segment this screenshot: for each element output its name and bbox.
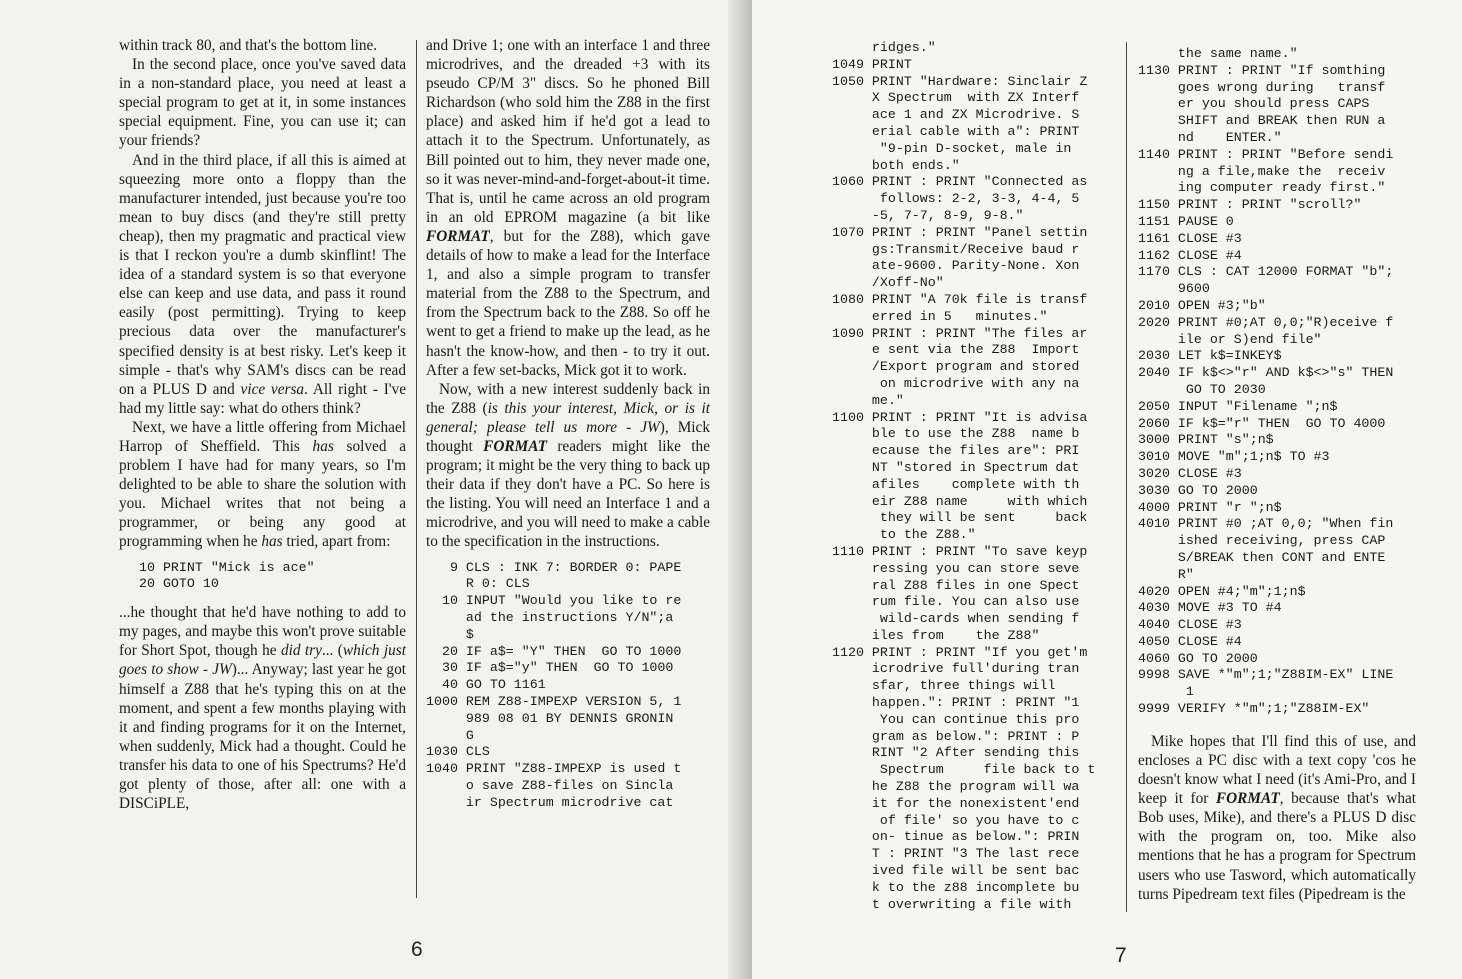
code-line: 10 INPUT "Would you like to re — [426, 593, 682, 609]
code-line: 1080 PRINT "A 70k file is transf — [832, 291, 1088, 307]
code-line: 1150 PRINT : PRINT "scroll?" — [1138, 197, 1362, 213]
code-line: ad the instructions Y/N";a — [426, 609, 674, 625]
paragraph: Mike hopes that I'll find this of use, and encloses a PC disc with a text copy 'cos he doesn't know what I need (it's Ami-Pro, and I keep it for FORMAT, because that's what Bob uses, Mike), and there's a PLUS D disc with the program on, too. Mike also mentions that he has a program for Spectrum users who use Tasword, which automatically turns Pipedream text files (Pipedream is the — [1138, 732, 1417, 903]
code-line: 1100 PRINT : PRINT "It is advisa — [832, 409, 1088, 425]
code-line: erial cable with a": PRINT — [832, 123, 1080, 139]
code-line: 1130 PRINT : PRINT "If somthing — [1138, 62, 1386, 78]
code-line: G — [426, 727, 474, 743]
code-line: NT "stored in Spectrum dat — [832, 459, 1080, 475]
code-line: 9998 SAVE *"m";1;"Z88IM-EX" LINE — [1138, 667, 1394, 683]
code-line: ecause the files are": PRI — [832, 443, 1080, 459]
code-line: 2020 PRINT #0;AT 0,0;"R)eceive f — [1138, 314, 1394, 330]
code-line: 1050 PRINT "Hardware: Sinclair Z — [832, 73, 1088, 89]
code-line: 1110 PRINT : PRINT "To save keyp — [832, 543, 1088, 559]
code-line: ished receiving, press CAP — [1138, 533, 1386, 549]
code-line: it for the nonexistent'end — [832, 795, 1080, 811]
code-line: to the Z88." — [832, 527, 976, 543]
code-line: 2040 IF k$<>"r" AND k$<>"s" THEN — [1138, 365, 1394, 381]
paragraph: within track 80, and that's the bottom line. — [119, 37, 378, 54]
page-number: 6 — [411, 938, 423, 961]
code-line: ace 1 and ZX Microdrive. S — [832, 107, 1080, 123]
code-line: on- tinue as below.": PRIN — [832, 829, 1080, 845]
code-listing — [426, 560, 710, 812]
code-line: GO TO 2030 — [1138, 381, 1266, 397]
code-line: ridges." — [832, 40, 936, 55]
code-line: ived file will be sent bac — [832, 863, 1080, 879]
code-listing — [1138, 46, 1416, 718]
code-line: 4040 CLOSE #3 — [1138, 617, 1242, 633]
code-line: 1151 PAUSE 0 — [1138, 213, 1234, 229]
code-line: R" — [1138, 566, 1194, 582]
code-line: ir Spectrum microdrive cat — [426, 794, 674, 810]
code-line: they will be sent back — [832, 510, 1088, 526]
code-line: 20 IF a$= "Y" THEN GO TO 1000 — [426, 643, 682, 659]
code-line: 1040 PRINT "Z88-IMPEXP is used t — [426, 761, 682, 777]
code-line: Spectrum file back to t — [832, 762, 1096, 778]
paragraph: Now, with a new interest suddenly back in the Z88 (is this your interest, Mick, or is it general; please tell us more - JW), Mick thought FORMAT readers might like the program; it might be the very thing to back up their data if they don't have a PC. So here is the listing. You will need an Interface 1 and a microdrive, and you will need to make a cable to the specification in the instructions. — [426, 380, 710, 551]
code-line: er you should press CAPS — [1138, 96, 1370, 112]
code-line: 1120 PRINT : PRINT "If you get'm — [832, 644, 1088, 660]
code-line: t overwriting a file with — [832, 896, 1072, 912]
code-line: 2010 OPEN #3;"b" — [1138, 297, 1266, 313]
code-line: k to the z88 incomplete bu — [832, 879, 1080, 895]
code-line: nd ENTER." — [1138, 129, 1282, 145]
code-line: 3030 GO TO 2000 — [1138, 482, 1258, 498]
code-line: 9600 — [1138, 281, 1210, 297]
column-rule — [1126, 42, 1127, 912]
code-line: sfar, three things will — [832, 678, 1056, 694]
code-line: 3010 MOVE "m";1;n$ TO #3 — [1138, 449, 1330, 465]
code-line: 4030 MOVE #3 TO #4 — [1138, 600, 1282, 616]
code-line: 9 CLS : INK 7: BORDER 0: PAPE — [426, 559, 682, 575]
right-column-2 — [1138, 46, 1416, 904]
code-line: the same name." — [1138, 46, 1298, 61]
paragraph: and Drive 1; one with an interface 1 and three microdrives, and the dreaded +3 with its pseudo CP/M 3" discs. So he phoned Bill Richardson (who sold him the Z88 in the first place) and asked him if he'd got a lead to attach it to the Spectrum. Unfortunately, as Bill pointed out to him, they never made one, so it was never-mind-and-forget-about-it time. That is, until he came across an old program in an old EPROM magazine (a bit like FORMAT, but for the Z88), which gave details of how to make a lead for the Interface 1, and also a simple program to transfer material from the Z88 to the Spectrum, and from the Spectrum back to the Z88. So off he went to get a friend to make up the lead, as he hasn't the know-how, and then - to try it out. After a few set-backs, Mick got it to work. — [426, 37, 710, 379]
code-line: 20 GOTO 10 — [139, 576, 219, 592]
code-line: 1030 CLS — [426, 744, 490, 760]
code-line: follows: 2-2, 3-3, 4-4, 5 — [832, 191, 1080, 207]
code-line: wild-cards when sending f — [832, 611, 1080, 627]
code-line: 1 — [1138, 684, 1194, 700]
code-line: 4060 GO TO 2000 — [1138, 650, 1258, 666]
code-line: 30 IF a$="y" THEN GO TO 1000 — [426, 660, 674, 676]
code-line: 40 GO TO 1161 — [426, 677, 546, 693]
code-line: 4050 CLOSE #4 — [1138, 633, 1242, 649]
code-line: You can continue this pro — [832, 711, 1080, 727]
code-line: 1170 CLS : CAT 12000 FORMAT "b"; — [1138, 264, 1394, 280]
code-line: 1161 CLOSE #3 — [1138, 230, 1242, 246]
code-line: S/BREAK then CONT and ENTE — [1138, 549, 1386, 565]
right-column-1 — [832, 40, 1132, 913]
paragraph: In the second place, once you've saved data in a non-standard place, you need at least a special program to get at it, in some instances special equipment. Fine, you can use it; can your friends? — [119, 56, 406, 150]
code-line: icrodrive full'during tran — [832, 661, 1080, 677]
code-line: iles from the Z88" — [832, 627, 1040, 643]
code-line: 1000 REM Z88-IMPEXP VERSION 5, 1 — [426, 693, 682, 709]
code-line: on microdrive with any na — [832, 375, 1080, 391]
code-line: $ — [426, 626, 474, 642]
code-line: he Z88 the program will wa — [832, 779, 1080, 795]
code-line: 989 08 01 BY DENNIS GRONIN — [426, 710, 674, 726]
code-line: 1049 PRINT — [832, 56, 912, 72]
code-line: RINT "2 After sending this — [832, 745, 1080, 761]
paragraph: ...he thought that he'd have nothing to add to my pages, and maybe this won't prove suitable for Short Spot, though he did try... (which just goes to show - JW)... Anyway; last year he got himself a Z88 that he's typing this on at the moment, and spent a few months playing with it and finding programs for it on the Internet, when suddenly, Mick had a thought. Could he transfer his data to one of his Spectrums? He'd got plenty of those, after all: one with a DISCiPLE, — [119, 604, 406, 813]
code-listing — [832, 40, 1132, 913]
code-line: afiles complete with th — [832, 476, 1080, 492]
code-line: 3000 PRINT "s";n$ — [1138, 432, 1274, 448]
paragraph: Next, we have a little offering from Michael Harrop of Sheffield. This has solved a problem I have had for many years, so I'm delighted to be able to share the solution with you. Michael writes that not being a programmer, or being any good at programming when he has tried, apart from: — [119, 418, 406, 551]
code-line: me." — [832, 392, 904, 408]
code-line: /Export program and stored — [832, 359, 1080, 375]
code-line: happen.": PRINT : PRINT "1 — [832, 695, 1080, 711]
code-line: 4000 PRINT "r ";n$ — [1138, 499, 1282, 515]
code-line: rum file. You can also use — [832, 594, 1080, 610]
code-line: ile or S)end file" — [1138, 331, 1322, 347]
code-line: T : PRINT "3 The last rece — [832, 846, 1080, 862]
right-page — [752, 0, 1462, 979]
code-line: R 0: CLS — [426, 576, 530, 592]
page-number: 7 — [1115, 944, 1127, 967]
code-line: erred in 5 minutes." — [832, 308, 1048, 324]
code-line: both ends." — [832, 157, 960, 173]
code-line: ate-9600. Parity-None. Xon — [832, 258, 1080, 274]
code-line: "9-pin D-socket, male in — [832, 140, 1072, 156]
code-line: e sent via the Z88 Import — [832, 342, 1080, 358]
code-line: ng a file,make the receiv — [1138, 163, 1386, 179]
code-line: 2050 INPUT "Filename ";n$ — [1138, 398, 1338, 414]
code-line: 9999 VERIFY *"m";1;"Z88IM-EX" — [1138, 701, 1370, 717]
code-line: 2030 LET k$=INKEY$ — [1138, 348, 1282, 364]
code-line: goes wrong during transf — [1138, 79, 1386, 95]
code-line: 1090 PRINT : PRINT "The files ar — [832, 325, 1088, 341]
left-column-2 — [426, 36, 710, 821]
code-line: ral Z88 files in one Spect — [832, 577, 1080, 593]
code-line: SHIFT and BREAK then RUN a — [1138, 113, 1386, 129]
code-listing — [139, 560, 406, 594]
code-line: ble to use the Z88 name b — [832, 426, 1080, 442]
code-line: 3020 CLOSE #3 — [1138, 465, 1242, 481]
code-line: X Spectrum with ZX Interf — [832, 90, 1080, 106]
code-line: 10 PRINT "Mick is ace" — [139, 559, 315, 575]
code-line: 1162 CLOSE #4 — [1138, 247, 1242, 263]
code-line: gs:Transmit/Receive baud r — [832, 241, 1080, 257]
code-line: 1060 PRINT : PRINT "Connected as — [832, 174, 1088, 190]
code-line: ressing you can store seve — [832, 560, 1080, 576]
code-line: gram as below.": PRINT : P — [832, 728, 1080, 744]
code-line: 4020 OPEN #4;"m";1;n$ — [1138, 583, 1306, 599]
code-line: of file' so you have to c — [832, 812, 1080, 828]
paragraph: And in the third place, if all this is aimed at squeezing more onto a floppy than the manufacturer intended, just because you're too mean to buy discs (and they're still pretty cheap), then my pragmatic and practical view is that I reckon you're a dumb skinflint! The idea of a standard system is so that everyone else can keep and use data, and pass it round easily (post permitting). Trying to keep precious data over the manufacturer's specified density is at best risky. Let's keep it simple - that's why SAM's discs can be read on a PLUS D and vice versa. All right - I've had my little say: what do others think? — [119, 151, 406, 417]
code-line: eir Z88 name with which — [832, 493, 1088, 509]
code-line: 1070 PRINT : PRINT "Panel settin — [832, 224, 1088, 240]
code-line: o save Z88-files on Sincla — [426, 777, 674, 793]
code-line: 4010 PRINT #0 ;AT 0,0; "When fin — [1138, 516, 1394, 532]
left-column-1 — [119, 36, 406, 813]
column-rule — [416, 40, 417, 898]
code-line: -5, 7-7, 8-9, 9-8." — [832, 207, 1024, 223]
code-line: /Xoff-No" — [832, 275, 944, 291]
code-line: ing computer ready first." — [1138, 180, 1386, 196]
code-line: 1140 PRINT : PRINT "Before sendi — [1138, 146, 1394, 162]
code-line: 2060 IF k$="r" THEN GO TO 4000 — [1138, 415, 1386, 431]
